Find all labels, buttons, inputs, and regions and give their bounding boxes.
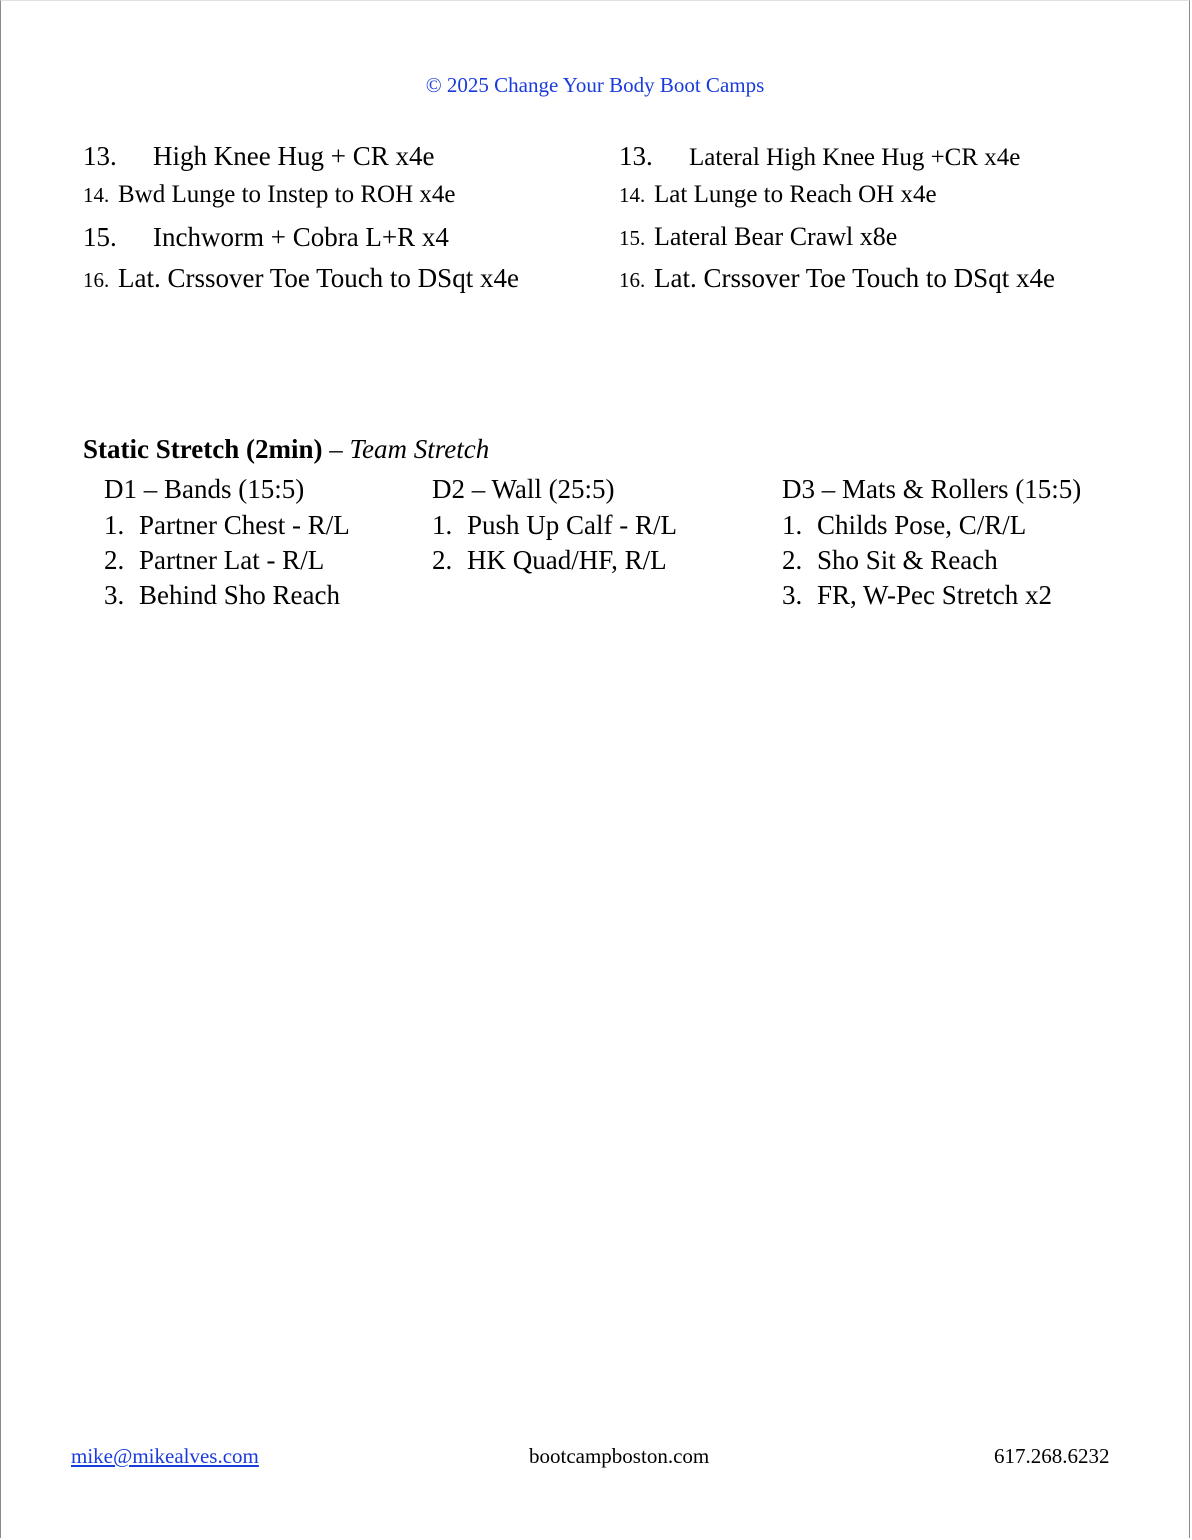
exercise-left xyxy=(83,222,449,253)
item-number: 2. xyxy=(432,545,453,575)
item-text: FR, W-Pec Stretch x2 xyxy=(817,580,1052,610)
list-item xyxy=(782,508,1081,543)
list-item xyxy=(432,543,677,578)
list-item xyxy=(104,543,350,578)
exercise-number: 15. xyxy=(83,222,117,252)
exercise-row xyxy=(1,263,1192,303)
item-number: 2. xyxy=(782,545,803,575)
exercise-left xyxy=(83,263,519,294)
exercise-number: 16. xyxy=(619,268,646,292)
item-number: 1. xyxy=(104,510,125,540)
item-number: 1. xyxy=(432,510,453,540)
item-text: Partner Chest - R/L xyxy=(139,510,350,540)
exercise-right xyxy=(619,181,937,209)
website-text: bootcampboston.com xyxy=(529,1444,710,1468)
phone-number: 617.268.6232 xyxy=(994,1444,1110,1468)
stretch-column-d1 xyxy=(104,473,350,613)
list-item xyxy=(432,508,677,543)
stretch-column-d3 xyxy=(782,473,1081,613)
exercise-number: 15. xyxy=(619,226,646,250)
section-subtitle: Team Stretch xyxy=(349,434,490,464)
column-heading: D2 – Wall (25:5) xyxy=(432,474,615,504)
exercise-number: 13. xyxy=(83,141,117,171)
exercise-left xyxy=(83,141,434,172)
exercise-text: Lateral High Knee Hug +CR x4e xyxy=(689,144,1021,171)
item-text: Behind Sho Reach xyxy=(139,580,340,610)
column-heading: D1 – Bands (15:5) xyxy=(104,474,305,504)
exercise-text: High Knee Hug + CR x4e xyxy=(153,141,435,171)
list-item xyxy=(104,578,350,613)
exercise-text: Bwd Lunge to Instep to ROH x4e xyxy=(118,181,456,208)
item-number: 3. xyxy=(104,580,125,610)
copyright-header: © 2025 Change Your Body Boot Camps xyxy=(425,73,765,97)
exercise-row xyxy=(1,181,1192,221)
exercise-row xyxy=(1,141,1192,181)
exercise-text: Lat. Crssover Toe Touch to DSqt x4e xyxy=(118,263,519,293)
exercise-number: 14. xyxy=(83,183,110,207)
item-text: Sho Sit & Reach xyxy=(817,545,998,575)
list-item xyxy=(782,543,1081,578)
item-number: 1. xyxy=(782,510,803,540)
exercise-left xyxy=(83,181,455,209)
item-text: Partner Lat - R/L xyxy=(139,545,325,575)
column-heading: D3 – Mats & Rollers (15:5) xyxy=(782,474,1082,504)
item-text: Childs Pose, C/R/L xyxy=(817,510,1027,540)
exercise-number: 14. xyxy=(619,183,646,207)
item-text: Push Up Calf - R/L xyxy=(467,510,678,540)
exercise-text: Lateral Bear Crawl x8e xyxy=(654,222,898,251)
exercise-row xyxy=(1,222,1192,262)
exercise-number: 13. xyxy=(619,141,653,171)
email-link[interactable]: mike@mikealves.com xyxy=(71,1444,259,1468)
exercise-text: Lat Lunge to Reach OH x4e xyxy=(654,181,937,208)
exercise-right xyxy=(619,222,897,252)
exercise-right xyxy=(619,141,1020,172)
title-separator: – xyxy=(322,434,350,464)
exercise-text: Lat. Crssover Toe Touch to DSqt x4e xyxy=(654,263,1055,293)
item-number: 3. xyxy=(782,580,803,610)
item-text: HK Quad/HF, R/L xyxy=(467,545,667,575)
item-number: 2. xyxy=(104,545,125,575)
stretch-column-d2 xyxy=(432,473,677,578)
exercise-right xyxy=(619,263,1055,294)
exercise-text: Inchworm + Cobra L+R x4 xyxy=(153,222,449,252)
section-title xyxy=(83,434,489,465)
section-title-text: Static Stretch (2min) xyxy=(83,434,323,464)
list-item xyxy=(782,578,1081,613)
exercise-number: 16. xyxy=(83,268,110,292)
list-item xyxy=(104,508,350,543)
